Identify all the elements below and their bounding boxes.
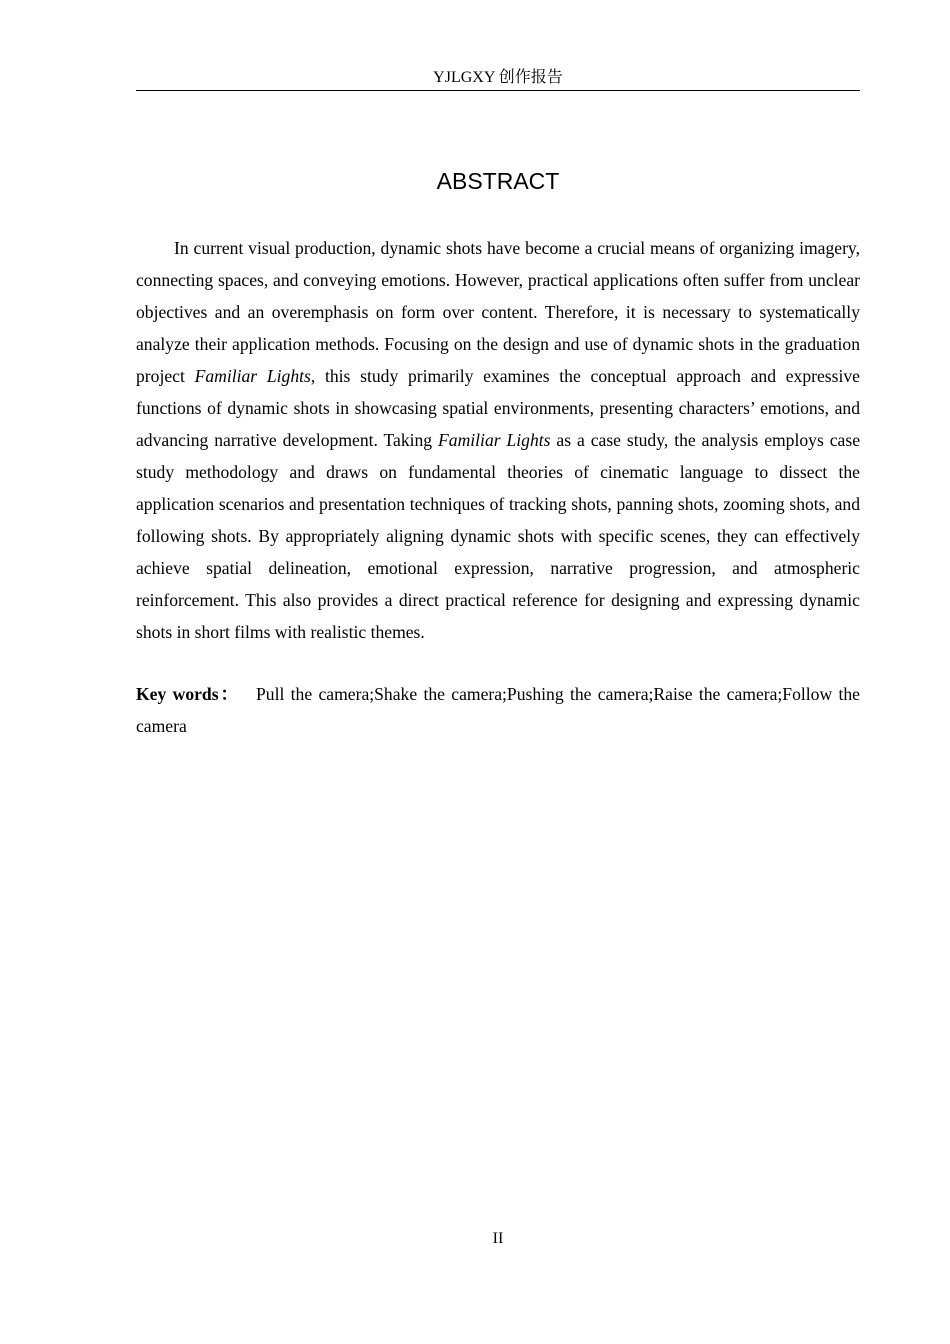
keywords-text: Pull the camera;Shake the camera;Pushing the camera;Raise the camera;Follow the camera (136, 684, 860, 736)
abstract-text-part-2: , this study primarily examines the conceptual approach and expressive functions of dynamic shots in showcasing spatial environments, presenting characters’ emotions, and advancing narrative development. Taking (136, 366, 860, 450)
page-header: YJLGXY 创作报告 (433, 69, 563, 86)
abstract-paragraph (136, 232, 860, 648)
abstract-text-part-3: as a case study, the analysis employs case study methodology and draws on fundamental theories of cinematic language to dissect the application scenarios and presentation techniques of tracking shots, panning shots, zooming shots, and following shots. By appropriately aligning dynamic shots with specific scenes, they can effectively achieve spatial delineation, emotional expression, narrative progression, and atmospheric reinforcement. This also provides a direct practical reference for designing and expressing dynamic shots in short films with realistic themes. (136, 430, 860, 642)
abstract-title: ABSTRACT (436, 168, 560, 194)
film-title: Familiar Lights (438, 430, 551, 450)
film-title: Familiar Lights (194, 366, 311, 386)
page-number: II (492, 1230, 504, 1247)
keywords-line (136, 678, 860, 742)
abstract-text-part-1: In current visual production, dynamic shots have become a crucial means of organizing imagery, connecting spaces, and conveying emotions. However, practical applications often suffer from unclear objectives and an overemphasis on form over content. Therefore, it is necessary to systematically analyze their application methods. Focusing on the design and use of dynamic shots in the graduation project (136, 238, 860, 386)
keywords-label: Key words： (136, 684, 240, 704)
header-rule (136, 90, 860, 91)
